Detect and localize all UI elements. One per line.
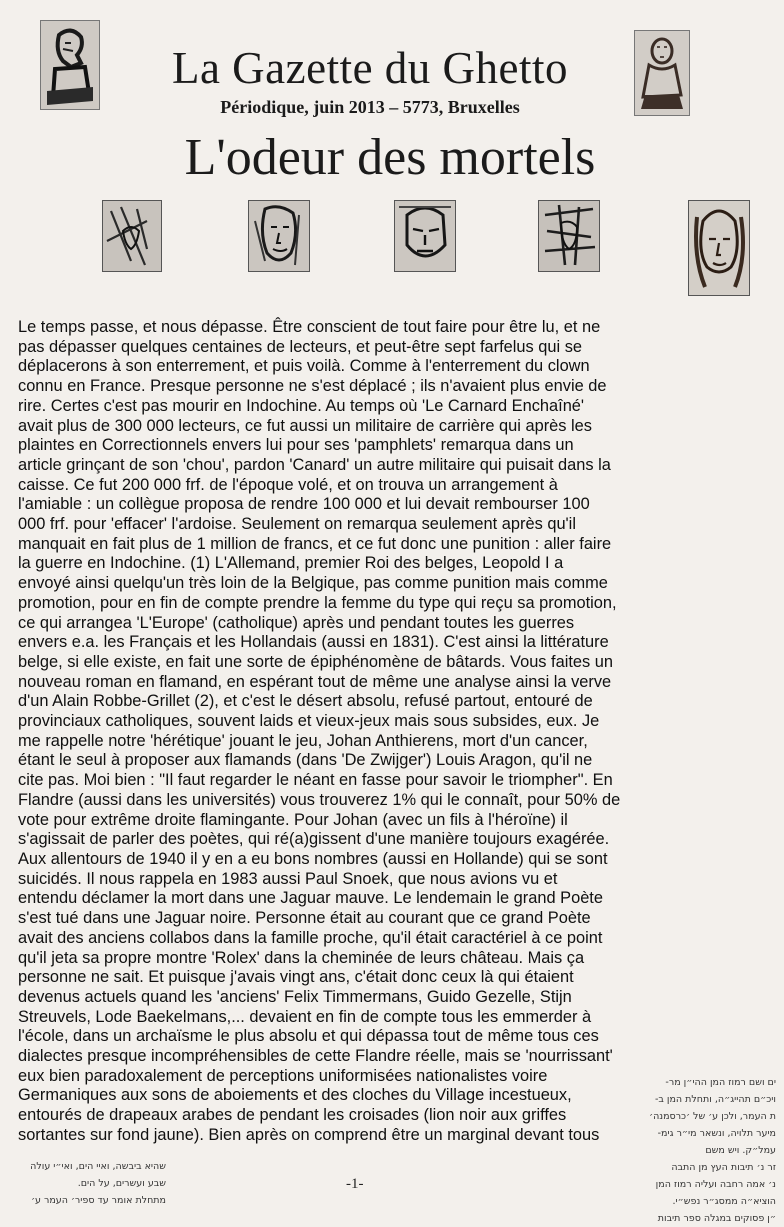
body-line: 000 frf. pour 'effacer' l'ardoise. Seulement on remarqua seulement après qu'il: [18, 515, 576, 534]
body-line: s'agissait de parler des poètes, qui ré(a)gissent d'une manière toujours exagérée.: [18, 830, 610, 849]
body-line: avait plus de 300 000 lecteurs, ce fut aussi un militaire de carrière qui après les: [18, 416, 592, 435]
body-line: Germaniques aux sons de aboiements et des cloches du Village incestueux,: [18, 1086, 572, 1105]
body-line: s'est tué dans une Jaguar noire. Personne était au courant que ce grand Poète: [18, 909, 591, 928]
body-line: Streuvels, Lode Baekelmans,... devaient en fin de compte tous les emmerder à: [18, 1007, 592, 1026]
body-line: la guerre en Indochine. (1) L'Allemand, premier Roi des belges, Leopold I a: [18, 554, 564, 573]
newspaper-name: La Gazette du Ghetto: [171, 43, 569, 93]
article-title: L'odeur des mortels: [184, 129, 596, 186]
body-line: étant le seul à proposer aux flamands (dans 'De Zwijger') Louis Aragon, qu'il ne: [18, 751, 593, 770]
masthead-logo-right: [634, 30, 690, 116]
body-line: Flandre (aussi dans les universités) vous trouverez 1% qui le connaît, pour 50% de: [18, 790, 621, 809]
publication-info: Périodique, juin 2013 – 5773, Bruxelles: [220, 97, 520, 117]
body-line: l'école, dans un archaïsme le plus absolu et qui dépassa tout de même tous ces: [18, 1027, 599, 1046]
body-line: vote pour extrême droite flamingante. Pour Johan (avec un fils à l'héroïne) il: [18, 810, 568, 829]
portrait-image-2: [248, 200, 310, 272]
body-line: d'un Alain Robbe-Grillet (2), et c'est le désert absolu, refusé partout, entouré de: [18, 692, 593, 711]
masthead-logo-left: [40, 20, 100, 110]
article-body: [18, 318, 668, 1146]
body-line: provinciaux catholiques, souvent laids et vieux-jeux mais sous subsides, eux. Je: [18, 712, 600, 731]
hebrew-line: שבע ועשרים, על הים.: [77, 1178, 166, 1189]
body-line: envers e.a. les Français et les Hollandais (aussi en 1831). C'est ainsi la littérature: [18, 633, 609, 652]
body-line: article grinçant de son 'chou', pardon 'Canard' un autre militaire qui puisait dans la: [18, 455, 611, 474]
portrait-image-3: [394, 200, 456, 272]
body-line: belge, si elle existe, en fait une sorte de épiphénomène de bâtards. Vous faites un: [18, 652, 614, 671]
body-line: pas dépasser quelques centaines de lecteurs, et peut-être sept farfelus qui se: [18, 337, 583, 356]
body-line: entendu déclamer la mort dans une Jaguar mauve. Le lendemain le grand Poète: [18, 889, 603, 908]
body-line: devenus actuels quand les 'anciens' Felix Timmermans, Guido Gezelle, Stijn: [18, 987, 572, 1006]
hebrew-line: ויכ״ם תהייג״ה, ותחלת המן ב-: [654, 1094, 776, 1105]
hebrew-line: עמל״ק. ויש משם: [705, 1145, 776, 1156]
hebrew-line: זר נ׳ תיבות העץ מן התבה: [671, 1162, 776, 1173]
hebrew-line: מיער תלויה, ונשאר מי״ר גימ-: [657, 1128, 776, 1139]
body-line: sortantes sur fond jaune). Bien après on comprend être un marginal devant tous: [18, 1125, 600, 1144]
hebrew-line: ״ן פסוקים במגלה ספר תיבות: [657, 1213, 776, 1224]
hebrew-line: הוציא״ה ממסג״ר נפש״י.: [672, 1196, 776, 1207]
portrait-image-5: [688, 200, 750, 296]
body-line: manquait en fait plus de 1 million de francs, et ce fut donc une punition : aller faire: [18, 534, 612, 553]
body-line: Aux allentours de 1940 il y en a eu bons nombres (aussi en Hollande) qui se sont: [18, 849, 608, 868]
hebrew-text-left: [14, 1158, 166, 1209]
body-line: promotion, pour en fin de compte prendre la femme du type qui reçu sa promotion,: [18, 593, 617, 612]
body-line: suicidés. Il nous rappela en 1983 aussi Paul Snoek, que nous avions vu et: [18, 869, 558, 888]
hebrew-line: מתחלת אומר עד ספיר׳ העמר ע׳: [31, 1195, 166, 1206]
hebrew-line: ים ושם רמוז המן ההי״ן מר-: [665, 1077, 776, 1088]
body-line: dialectes presque incompréhensibles de cette Flandre réelle, mais se 'nourrissant': [18, 1047, 613, 1066]
body-line: caisse. Ce fut 200 000 frf. de l'époque volé, et on trouva un arrangement à: [18, 475, 558, 494]
body-line: nouveau roman en flamand, en espérant tout de même une analyse ainsi la verve: [18, 672, 612, 691]
body-line: déplacerons à son enterrement, et puis voilà. Comme à l'enterrement du clown: [18, 357, 590, 376]
body-line: Le temps passe, et nous dépasse. Être conscient de tout faire pour être lu, et ne: [18, 318, 601, 336]
body-line: ce qui arrangea 'L'Europe' (catholique) après und pendant toutes les guerres: [18, 613, 575, 632]
hebrew-line: שהיא ביבשה, ואיי הים, ואי״י עולה: [30, 1161, 166, 1172]
hebrew-line: נ׳ אמה רחבה ועליה רמוז המן: [655, 1179, 776, 1190]
body-line: qu'il jeta sa propre montre 'Rolex' dans la cheminée de leurs château. Mais ça: [18, 948, 585, 967]
body-line: eux bien paradoxalement de perceptions uniformisées nationalistes voire: [18, 1066, 548, 1085]
body-line: plaintes en Correctionnels envers lui pour ses 'pamphlets' remarqua dans un: [18, 436, 574, 455]
body-line: l'amiable : un collègue proposa de rendre 100 000 et lui devait rembourser 100: [18, 495, 590, 514]
hebrew-line: ת העמר, ולכן ע׳ של ׳כרסמנה׳: [649, 1111, 776, 1122]
body-line: cite pas. Moi bien : "Il faut regarder le néant en fasse pour savoir le triompher". En: [18, 771, 613, 790]
body-line: avait des anciens collabos dans la famille proche, qu'il était caractériel à ce point: [18, 928, 603, 947]
portrait-image-4: [538, 200, 600, 272]
portrait-image-1: [102, 200, 162, 272]
body-line: personne ne sait. Et puisque j'avais vingt ans, c'était donc ceux là qui étaient: [18, 968, 574, 987]
body-line: envoyé ainsi quelqu'un très loin de la Belgique, pas comme punition mais comme: [18, 574, 608, 593]
hebrew-text-right: [606, 1074, 776, 1227]
body-line: connu en France. Presque personne ne s'est déplacé ; ils n'avaient plus envie de: [18, 377, 607, 396]
masthead: [120, 40, 620, 118]
body-line: me rappelle notre 'hérétique' jouant le jeu, Johan Anthierens, mort d'un cancer,: [18, 731, 588, 750]
page-number: -1-: [346, 1176, 364, 1192]
body-line: entourés de drapeaux arabes de pendant les croisades (lion noir aux griffes: [18, 1106, 567, 1125]
body-line: rire. Certes c'est pas mourir en Indochine. Au temps où 'Le Carnard Enchaîné': [18, 396, 585, 415]
